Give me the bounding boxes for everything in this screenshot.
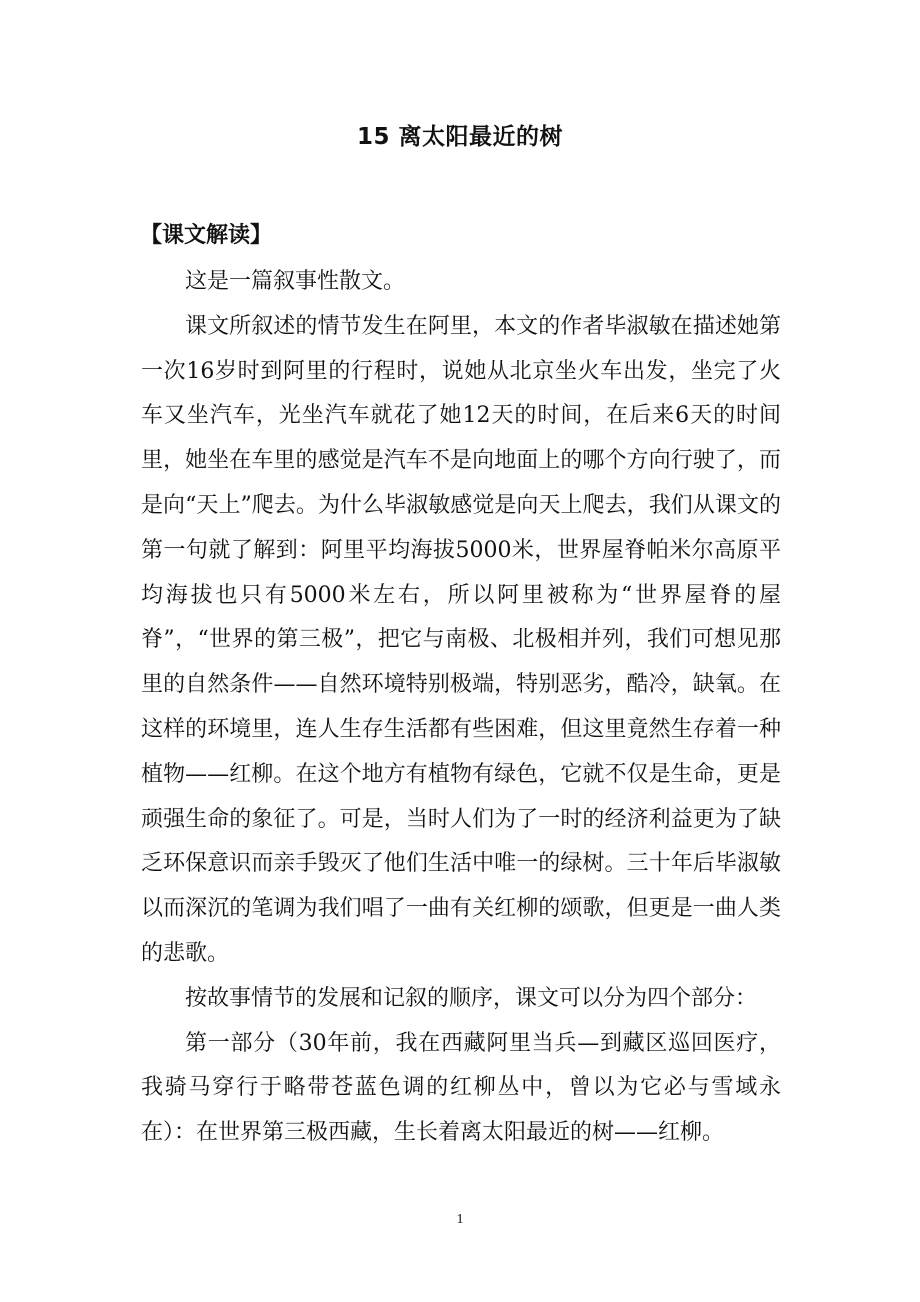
paragraph-structure: 按故事情节的发展和记叙的顺序，课文可以分为四个部分： bbox=[185, 985, 758, 1011]
paragraph-part-one: 第一部分（30年前，我在西藏阿里当兵—到藏区巡回医疗，我骑马穿行于略带苍蓝色调的红柳丛中，曾以为它必与雪域永在）：在世界第三极西藏，生长着离太阳最近的树——红柳。 bbox=[141, 1030, 781, 1146]
body-text bbox=[141, 260, 781, 1156]
page-number: 1 bbox=[456, 1212, 464, 1227]
paragraph-analysis: 课文所叙述的情节发生在阿里，本文的作者毕淑敏在描述她第一次16岁时到阿里的行程时，说她从北京坐火车出发，坐完了火车又坐汽车，光坐汽车就花了她12天的时间，在后来6天的时间里，她坐在车里的感觉是汽车不是向地面上的哪个方向行驶了，而是向“天上”爬去。为什么毕淑敏感觉是向天上爬去，我们从课文的第一句就了解到：阿里平均海拔5000米，世界屋脊帕米尔高原平均海拔也只有5000米左右，所以阿里被称为“世界屋脊的屋脊”，“世界的第三极”，把它与南极、北极相并列，我们可想见那里的自然条件——自然环境特别极端，特别恶劣，酷冷，缺氧。在这样的环境里，连人生存生活都有些困难，但这里竟然生存着一种植物——红柳。在这个地方有植物有绿色，它就不仅是生命，更是顽强生命的象征了。可是，当时人们为了一时的经济利益更为了缺乏环保意识而亲手毁灭了他们生活中唯一的绿树。三十年后毕淑敏以而深沉的笔调为我们唱了一曲有关红柳的颂歌，但更是一曲人类的悲歌。 bbox=[141, 313, 781, 966]
document-title: 15 离太阳最近的树 bbox=[356, 124, 563, 150]
paragraph-genre: 这是一篇叙事性散文。 bbox=[185, 269, 406, 294]
section-heading: 【课文解读】 bbox=[140, 223, 273, 248]
